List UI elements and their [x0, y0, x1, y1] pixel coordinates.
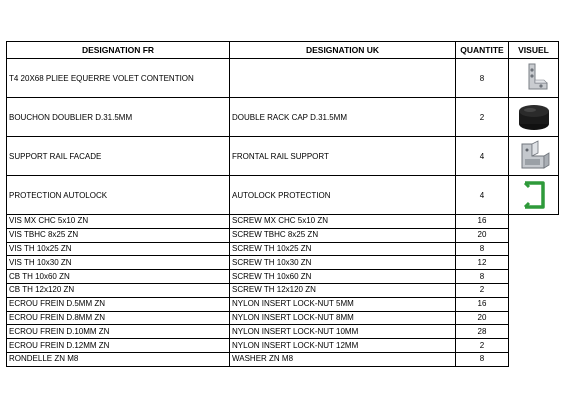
- empty-cell: [509, 297, 559, 311]
- cell-designation-fr: PROTECTION AUTOLOCK: [7, 176, 230, 215]
- green-clip-icon: [516, 178, 552, 212]
- cell-designation-uk: DOUBLE RACK CAP D.31.5MM: [230, 98, 456, 137]
- cell-quantity: 16: [456, 215, 509, 229]
- cell-quantity: 4: [456, 137, 509, 176]
- cell-designation-fr: ECROU FREIN D.5MM ZN: [7, 297, 230, 311]
- cell-visual: [509, 176, 559, 215]
- cell-designation-fr: BOUCHON DOUBLIER D.31.5MM: [7, 98, 230, 137]
- empty-cell: [509, 215, 559, 229]
- cell-quantity: 20: [456, 311, 509, 325]
- table-row: [7, 59, 559, 98]
- cell-visual: [509, 59, 559, 98]
- empty-cell: [509, 325, 559, 339]
- table-row: [7, 311, 559, 325]
- cell-quantity: 8: [456, 352, 509, 366]
- table-row: [7, 339, 559, 353]
- cell-designation-fr: ECROU FREIN D.8MM ZN: [7, 311, 230, 325]
- cell-designation-fr: ECROU FREIN D.10MM ZN: [7, 325, 230, 339]
- empty-cell: [509, 339, 559, 353]
- header-visual: VISUEL: [509, 42, 559, 59]
- cell-designation-fr: ECROU FREIN D.12MM ZN: [7, 339, 230, 353]
- cell-designation-uk: [230, 59, 456, 98]
- table-row: [7, 176, 559, 215]
- table-row: [7, 242, 559, 256]
- header-designation-fr: DESIGNATION FR: [7, 42, 230, 59]
- cell-designation-fr: VIS TBHC 8x25 ZN: [7, 228, 230, 242]
- table-row: [7, 297, 559, 311]
- cell-quantity: 12: [456, 256, 509, 270]
- empty-cell: [509, 228, 559, 242]
- cell-designation-fr: CB TH 12x120 ZN: [7, 283, 230, 297]
- cell-designation-fr: VIS TH 10x25 ZN: [7, 242, 230, 256]
- angle-bracket-icon: [517, 61, 551, 95]
- cell-designation-uk: NYLON INSERT LOCK-NUT 5MM: [230, 297, 456, 311]
- cell-designation-uk: AUTOLOCK PROTECTION: [230, 176, 456, 215]
- empty-cell: [509, 270, 559, 284]
- cell-designation-fr: SUPPORT RAIL FACADE: [7, 137, 230, 176]
- cell-quantity: 28: [456, 325, 509, 339]
- empty-cell: [509, 352, 559, 366]
- cell-designation-fr: T4 20X68 PLIEE EQUERRE VOLET CONTENTION: [7, 59, 230, 98]
- cell-designation-uk: SCREW MX CHC 5x10 ZN: [230, 215, 456, 229]
- table-row: [7, 256, 559, 270]
- cell-quantity: 2: [456, 283, 509, 297]
- header-designation-uk: DESIGNATION UK: [230, 42, 456, 59]
- cell-designation-uk: SCREW TBHC 8x25 ZN: [230, 228, 456, 242]
- empty-cell: [509, 311, 559, 325]
- cell-designation-fr: RONDELLE ZN M8: [7, 352, 230, 366]
- table-row: [7, 270, 559, 284]
- cell-visual: [509, 98, 559, 137]
- table-row: [7, 137, 559, 176]
- rail-support-icon: [514, 138, 554, 174]
- cell-designation-uk: NYLON INSERT LOCK-NUT 12MM: [230, 339, 456, 353]
- cell-designation-uk: SCREW TH 10x60 ZN: [230, 270, 456, 284]
- cell-designation-uk: SCREW TH 12x120 ZN: [230, 283, 456, 297]
- cell-quantity: 8: [456, 59, 509, 98]
- table-row: [7, 228, 559, 242]
- cell-designation-uk: SCREW TH 10x25 ZN: [230, 242, 456, 256]
- table-row: [7, 98, 559, 137]
- table-row: [7, 325, 559, 339]
- table-row: [7, 352, 559, 366]
- cell-quantity: 20: [456, 228, 509, 242]
- cell-quantity: 2: [456, 98, 509, 137]
- cell-designation-uk: SCREW TH 10x30 ZN: [230, 256, 456, 270]
- header-quantity: QUANTITE: [456, 42, 509, 59]
- cell-designation-uk: FRONTAL RAIL SUPPORT: [230, 137, 456, 176]
- black-cap-icon: [514, 100, 554, 134]
- cell-visual: [509, 137, 559, 176]
- cell-quantity: 8: [456, 270, 509, 284]
- empty-cell: [509, 283, 559, 297]
- cell-quantity: 8: [456, 242, 509, 256]
- cell-designation-uk: WASHER ZN M8: [230, 352, 456, 366]
- parts-table: [6, 41, 559, 367]
- cell-designation-uk: NYLON INSERT LOCK-NUT 10MM: [230, 325, 456, 339]
- cell-designation-fr: CB TH 10x60 ZN: [7, 270, 230, 284]
- table-row: [7, 283, 559, 297]
- cell-quantity: 4: [456, 176, 509, 215]
- cell-quantity: 16: [456, 297, 509, 311]
- empty-cell: [509, 242, 559, 256]
- table-header-row: [7, 42, 559, 59]
- table-row: [7, 215, 559, 229]
- cell-designation-uk: NYLON INSERT LOCK-NUT 8MM: [230, 311, 456, 325]
- cell-designation-fr: VIS TH 10x30 ZN: [7, 256, 230, 270]
- cell-designation-fr: VIS MX CHC 5x10 ZN: [7, 215, 230, 229]
- empty-cell: [509, 256, 559, 270]
- cell-quantity: 2: [456, 339, 509, 353]
